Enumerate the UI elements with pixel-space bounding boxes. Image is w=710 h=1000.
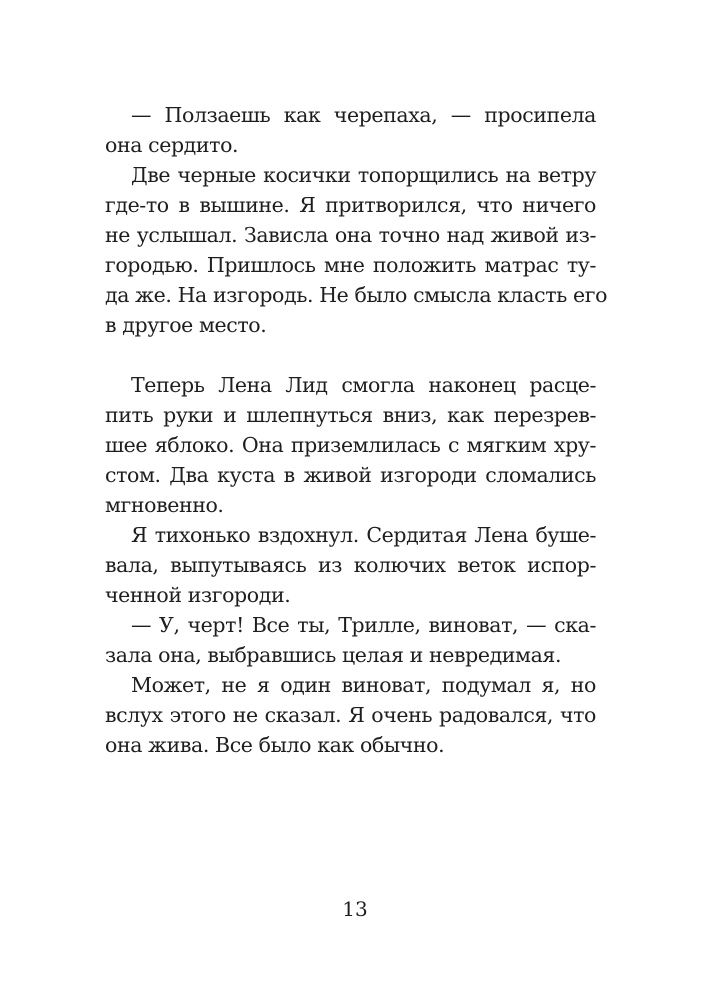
text-line: она жива. Все было как обычно. bbox=[105, 733, 445, 757]
text-line: — У, черт! Все ты, Трилле, виноват, — ска- bbox=[131, 613, 596, 637]
text-line: шее яблоко. Она приземлилась с мягким хру- bbox=[105, 433, 596, 457]
text-line: — Ползаешь как черепаха, — просипела bbox=[131, 103, 596, 127]
text-line: ченной изгороди. bbox=[105, 583, 291, 607]
text-line: Две черные косички топорщились на ветру bbox=[131, 163, 596, 187]
text-line: не услышал. Зависла она точно над живой из- bbox=[105, 223, 596, 247]
text-line: вслух этого не сказал. Я очень радовался, что bbox=[105, 703, 596, 727]
text-line: Может, не я один виноват, подумал я, но bbox=[131, 673, 596, 697]
text-line: городью. Пришлось мне положить матрас ту- bbox=[105, 253, 596, 277]
text-line: в другое место. bbox=[105, 313, 267, 337]
text-line: Теперь Лена Лид смогла наконец расце- bbox=[131, 373, 596, 397]
text-line: да же. На изгородь. Не было смысла класть его bbox=[105, 283, 608, 307]
text-line: Я тихонько вздохнул. Сердитая Лена буше- bbox=[131, 523, 596, 547]
page-number: 13 bbox=[342, 897, 368, 921]
text-line: пить руки и шлепнуться вниз, как перезрев- bbox=[105, 403, 596, 427]
text-line: вала, выпутываясь из колючих веток испор- bbox=[105, 553, 596, 577]
text-line: мгновенно. bbox=[105, 493, 224, 517]
text-line: где-то в вышине. Я притворился, что ничего bbox=[105, 193, 596, 217]
text-line: стом. Два куста в живой изгороди сломались bbox=[105, 463, 596, 487]
text-line: зала она, выбравшись целая и невредимая. bbox=[105, 643, 562, 667]
text-line: она сердито. bbox=[105, 133, 239, 157]
